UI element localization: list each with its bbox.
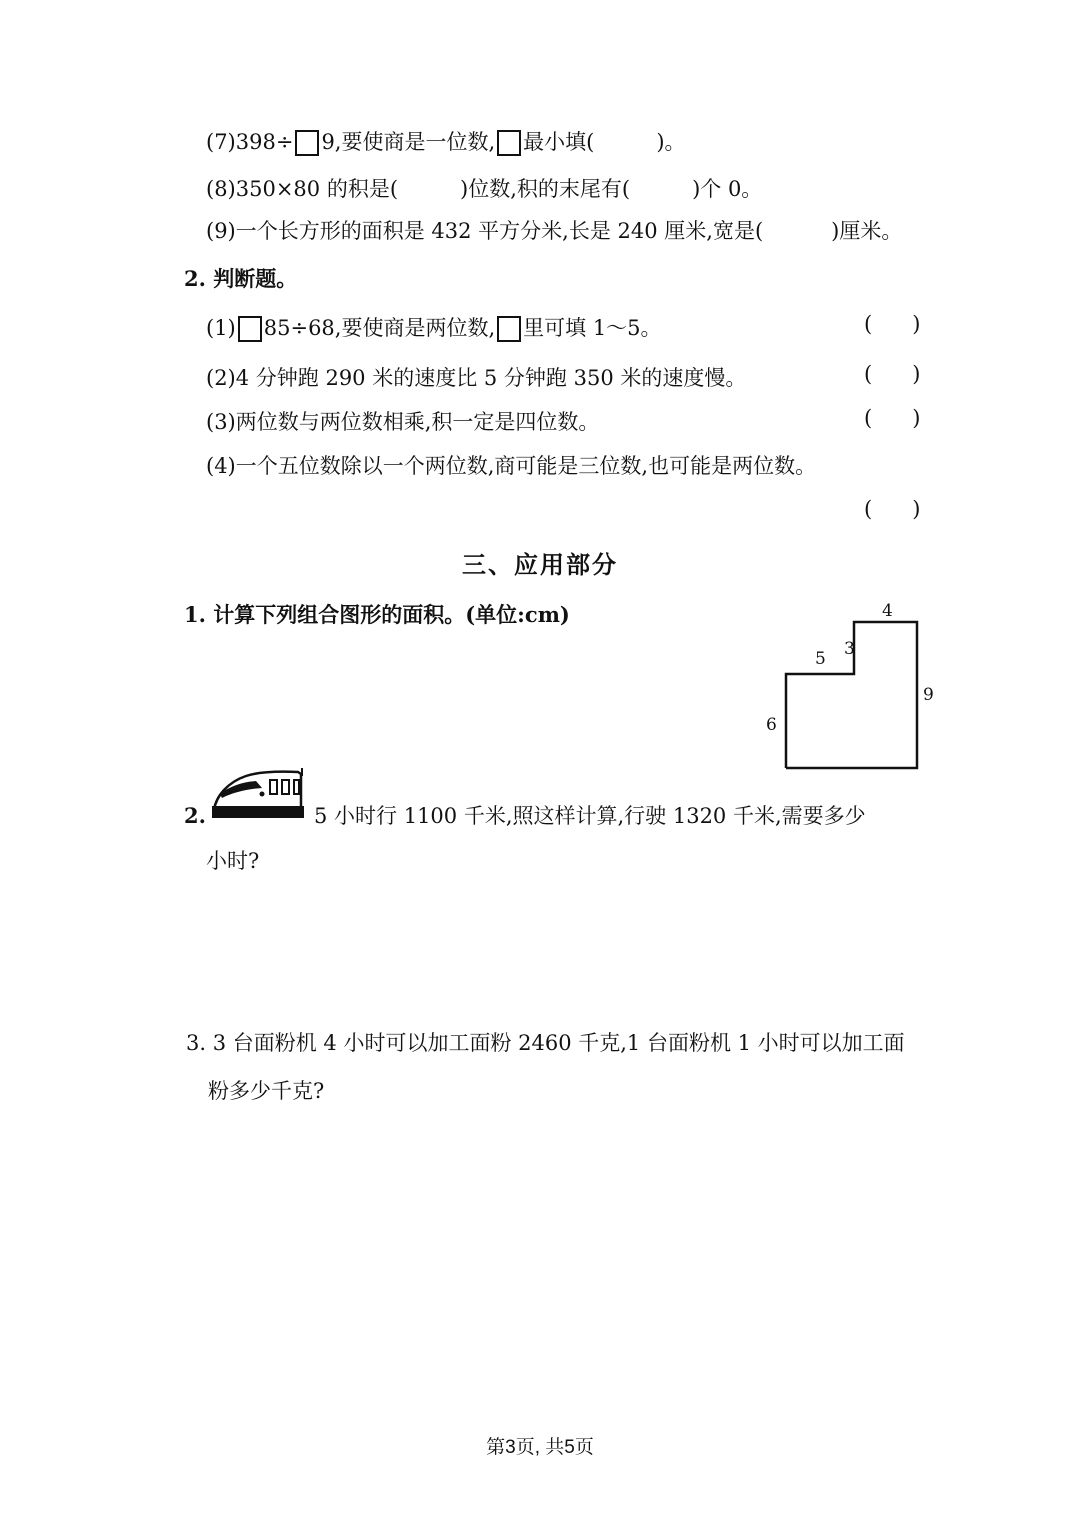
app-q3-line1: 3. 3 台面粉机 4 小时可以加工面粉 2460 千克,1 台面粉机 1 小时可以加工面 <box>186 1031 905 1055</box>
fill-in-q8: (8)350×80 的积是( )位数,积的末尾有( )个 0。 <box>206 177 763 201</box>
judge-answer-paren[interactable]: ( ) <box>864 406 921 430</box>
fill-in-q7: (7)398÷ 9,要使商是一位数, 最小填( )。 <box>206 130 686 154</box>
answer-box[interactable] <box>497 316 521 342</box>
judge-q3: (3)两位数与两位数相乘,积一定是四位数。 <box>206 410 600 434</box>
judge-q2: (2)4 分钟跑 290 米的速度比 5 分钟跑 350 米的速度慢。 <box>206 366 747 390</box>
judge-answer-paren[interactable]: ( ) <box>864 497 921 521</box>
judge-q1: (1) 85÷68,要使商是两位数, 里可填 1～5。 <box>206 316 662 340</box>
judge-answer-paren[interactable]: ( ) <box>864 312 921 336</box>
app-q3-line2: 粉多少千克? <box>208 1079 325 1103</box>
label-step: 5 <box>815 649 826 669</box>
judge-q4: (4)一个五位数除以一个两位数,商可能是三位数,也可能是两位数。 <box>206 454 817 478</box>
judge-answer-paren[interactable]: ( ) <box>864 362 921 386</box>
judge-title: 2. 判断题。 <box>184 266 298 291</box>
fill-in-q9: (9)一个长方形的面积是 432 平方分米,长是 240 厘米,宽是( )厘米。 <box>206 219 903 243</box>
app-q2-line1: 5 小时行 1100 千米,照这样计算,行驶 1320 千米,需要多少 <box>314 804 866 828</box>
page-footer: 第3页, 共5页 <box>486 1437 594 1458</box>
label-top: 4 <box>882 601 893 621</box>
label-small-step: 3 <box>844 639 855 659</box>
answer-box[interactable] <box>295 130 319 156</box>
section-title: 三、应用部分 <box>462 550 618 579</box>
train-icon <box>210 764 306 822</box>
app-q2-number: 2. <box>184 803 206 828</box>
app-q2-line2: 小时? <box>206 849 260 873</box>
app-q1: 1. 计算下列组合图形的面积。(单位:cm) <box>184 602 570 627</box>
answer-box[interactable] <box>497 130 521 156</box>
label-right: 9 <box>923 685 934 705</box>
label-left: 6 <box>766 715 777 735</box>
composite-figure <box>760 598 940 778</box>
answer-box[interactable] <box>238 316 262 342</box>
